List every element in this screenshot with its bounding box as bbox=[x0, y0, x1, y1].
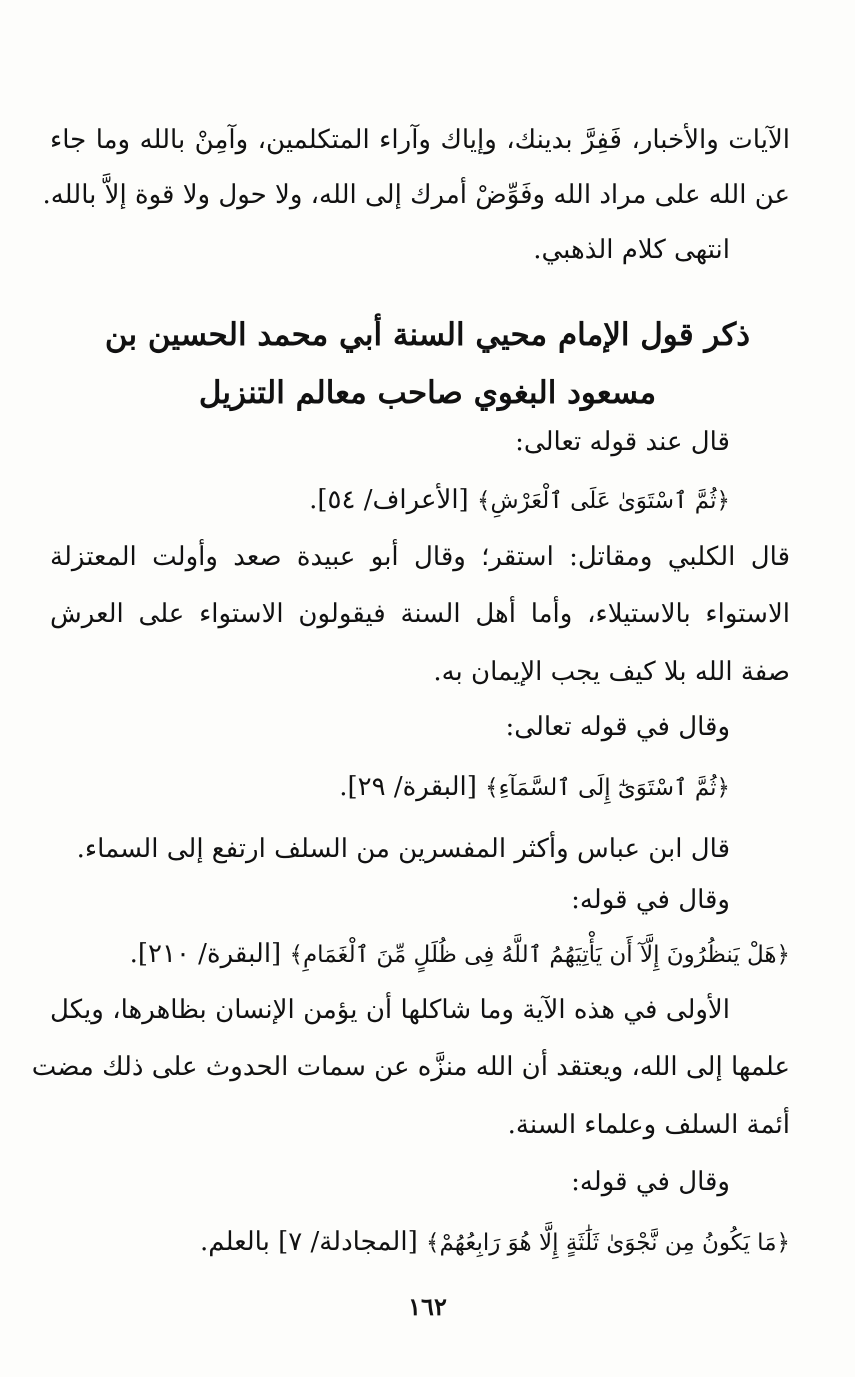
verse-reference: [الأعراف/ ٥٤]. bbox=[309, 485, 477, 515]
verse-line bbox=[50, 478, 730, 522]
section-heading: ذكر قول الإمام محيي السنة أبي محمد الحسين بن bbox=[104, 317, 751, 353]
text-line: أئمة السلف وعلماء السنة. bbox=[507, 1110, 790, 1140]
verse-line bbox=[50, 765, 730, 809]
text-line: قال ابن عباس وأكثر المفسرين من السلف ارتفع إلى السماء. bbox=[76, 834, 730, 864]
verse-reference: [البقرة/ ٢٩]. bbox=[339, 772, 486, 802]
text-line: وقال في قوله: bbox=[571, 885, 730, 915]
text-line: عن الله على مراد الله وفَوِّضْ أمرك إلى الله، ولا حول ولا قوة إلاَّ بالله. bbox=[42, 180, 790, 210]
text-line: وقال في قوله: bbox=[571, 1167, 730, 1197]
verse-reference: [البقرة/ ٢١٠]. bbox=[129, 939, 290, 969]
verse-line bbox=[50, 1220, 790, 1264]
text-line: وقال في قوله تعالى: bbox=[505, 712, 730, 742]
section-heading: مسعود البغوي صاحب معالم التنزيل bbox=[198, 375, 657, 411]
text-line: قال الكلبي ومقاتل: استقر؛ وقال أبو عبيدة صعد وأولت المعتزلة bbox=[50, 542, 790, 572]
text-line: انتهى كلام الذهبي. bbox=[533, 235, 730, 265]
text-line: صفة الله بلا كيف يجب الإيمان به. bbox=[433, 657, 790, 687]
quran-verse: ﴿هَلْ يَنظُرُونَ إِلَّآ أَن يَأْتِيَهُمُ ٱللَّهُ فِى ظُلَلٍ مِّنَ ٱلْغَمَامِ﴾ bbox=[289, 942, 790, 968]
text-line: الأولى في هذه الآية وما شاكلها أن يؤمن الإنسان بظاهرها، ويكل bbox=[50, 995, 730, 1025]
verse-line bbox=[50, 932, 790, 976]
quran-verse: ﴿ثُمَّ ٱسْتَوَىٰ عَلَى ٱلْعَرْشِ﴾ bbox=[476, 488, 730, 514]
text-line: الآيات والأخبار، فَفِرَّ بدينك، وإياك وآراء المتكلمين، وآمِنْ بالله وما جاء bbox=[50, 125, 790, 155]
text-line: قال عند قوله تعالى: bbox=[515, 427, 730, 457]
text-line: علمها إلى الله، ويعتقد أن الله منزَّه عن سمات الحدوث على ذلك مضت bbox=[31, 1052, 790, 1082]
page-number: ١٦٢ bbox=[408, 1292, 447, 1321]
text-line: الاستواء بالاستيلاء، وأما أهل السنة فيقولون الاستواء على العرش bbox=[50, 599, 790, 629]
quran-verse: ﴿ثُمَّ ٱسْتَوَىٰٓ إِلَى ٱلسَّمَآءِ﴾ bbox=[485, 775, 730, 801]
verse-reference: [المجادلة/ ٧] بالعلم. bbox=[200, 1227, 426, 1257]
quran-verse: ﴿مَا يَكُونُ مِن نَّجْوَىٰ ثَلَٰثَةٍ إِلَّا هُوَ رَابِعُهُمْ﴾ bbox=[425, 1230, 790, 1256]
